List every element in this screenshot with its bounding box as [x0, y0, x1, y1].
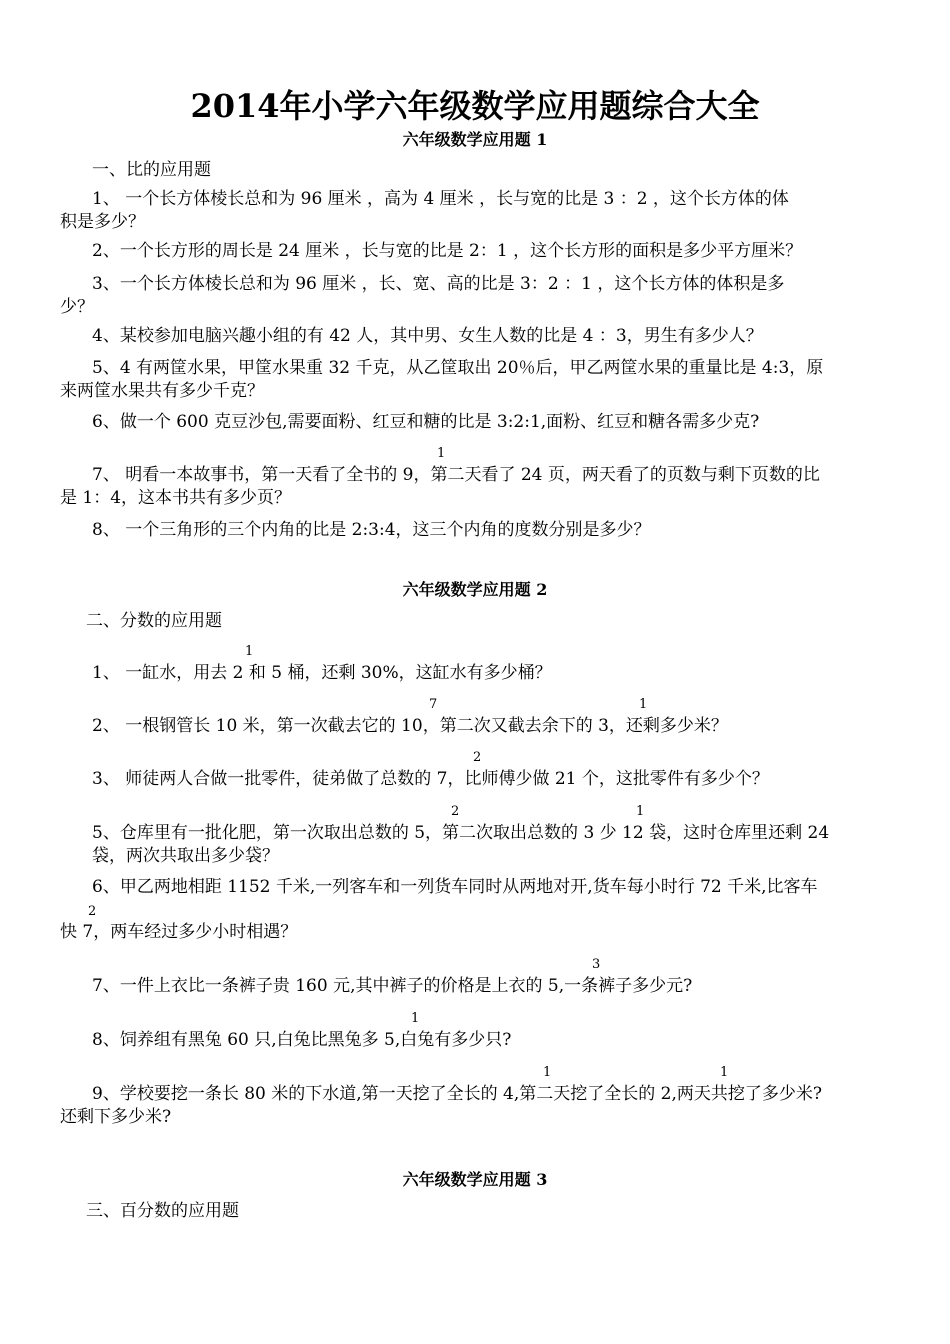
document-title: 2014年小学六年级数学应用题综合大全 — [190, 87, 760, 125]
p1-q6: 6、做一个 600 克豆沙包,需要面粉、红豆和糖的比是 3:2:1,面粉、红豆和糖各需多少克? — [92, 412, 760, 432]
part3-section-title: 三、百分数的应用题 — [86, 1201, 239, 1221]
p2-q5-line1: 5、仓库里有一批化肥，第一次取出总数的 5，第二次取出总数的 3 少 12 袋，这时仓库里还剩 24 — [92, 823, 830, 843]
p1-q1-line2: 积是多少？ — [60, 212, 145, 232]
p2-q5-fraction-numerator-a: 2 — [451, 804, 460, 819]
p1-q5-line1: 5、4 有两筐水果，甲筐水果重 32 千克，从乙筐取出 20％后，甲乙两筐水果的重量比是 4:3，原 — [92, 358, 824, 378]
p1-q5-line2: 来两筐水果共有多少千克？ — [60, 381, 264, 401]
p2-q2-fraction-numerator-b: 1 — [639, 697, 648, 712]
p2-q2-fraction-numerator-a: 7 — [429, 697, 438, 712]
p2-q9-line1: 9、学校要挖一条长 80 米的下水道,第一天挖了全长的 4,第二天挖了全长的 2,两天共挖了多少米? — [92, 1084, 823, 1104]
p2-q9-fraction-numerator-a: 1 — [543, 1065, 552, 1080]
p1-q7-line1: 7、 明看一本故事书，第一天看了全书的 9，第二天看了 24 页，两天看了的页数与剩下页数的比 — [92, 465, 820, 485]
p1-q1-line1: 1、 一个长方体棱长总和为 96 厘米 ，高为 4 厘米 ，长与宽的比是 3 ：2 ，这个长方体的体 — [92, 189, 789, 209]
part1-heading: 六年级数学应用题 1 — [402, 130, 548, 149]
p2-q7-fraction-numerator: 3 — [592, 957, 601, 972]
p2-q1: 1、 一缸水，用去 2 和 5 桶，还剩 30%，这缸水有多少桶？ — [92, 663, 552, 683]
p1-q8: 8、 一个三角形的三个内角的比是 2:3:4，这三个内角的度数分别是多少？ — [92, 520, 651, 540]
p2-q3: 3、 师徒两人合做一批零件，徒弟做了总数的 7，比师傅少做 21 个，这批零件有多少个？ — [92, 769, 769, 789]
p2-q6-fraction-numerator: 2 — [88, 904, 97, 919]
p2-q7: 7、一件上衣比一条裤子贵 160 元,其中裤子的价格是上衣的 5,一条裤子多少元? — [92, 976, 693, 996]
part2-heading: 六年级数学应用题 2 — [402, 580, 548, 599]
p2-q2: 2、 一根钢管长 10 米，第一次截去它的 10，第二次又截去余下的 3，还剩多少米？ — [92, 716, 728, 736]
p2-q9-line2: 还剩下多少米? — [60, 1107, 172, 1127]
p1-q3-line1: 3、一个长方体棱长总和为 96 厘米 ，长、宽、高的比是 3：2 ：1 ，这个长方体的体积是多 — [92, 274, 785, 294]
part3-heading: 六年级数学应用题 3 — [402, 1170, 548, 1189]
p2-q5-fraction-numerator-b: 1 — [636, 804, 645, 819]
part2-section-title: 二、分数的应用题 — [86, 611, 222, 631]
p2-q3-fraction-numerator: 2 — [473, 750, 482, 765]
part1-section-title: 一、比的应用题 — [92, 160, 211, 180]
p2-q5-line2: 袋，两次共取出多少袋？ — [92, 846, 279, 866]
p2-q9-fraction-numerator-b: 1 — [720, 1065, 729, 1080]
p1-q4: 4、某校参加电脑兴趣小组的有 42 人，其中男、女生人数的比是 4 ：3，男生有多少人？ — [92, 326, 763, 346]
p1-q2: 2、一个长方形的周长是 24 厘米 ，长与宽的比是 2：1 ，这个长方形的面积是多少平方厘米？ — [92, 241, 803, 261]
p1-q7-fraction-numerator: 1 — [437, 446, 446, 461]
p2-q1-fraction-numerator: 1 — [245, 644, 254, 659]
p2-q8: 8、饲养组有黑兔 60 只,白兔比黑兔多 5,白兔有多少只? — [92, 1030, 512, 1050]
p1-q7-line2: 是 1：4，这本书共有多少页？ — [60, 488, 292, 508]
p2-q8-fraction-numerator: 1 — [411, 1011, 420, 1026]
p2-q6-line1: 6、甲乙两地相距 1152 千米,一列客车和一列货车同时从两地对开,货车每小时行 72 千米,比客车 — [92, 877, 818, 897]
p1-q3-line2: 少？ — [60, 297, 94, 317]
p2-q6-line2: 快 7，两车经过多少小时相遇？ — [60, 922, 298, 942]
